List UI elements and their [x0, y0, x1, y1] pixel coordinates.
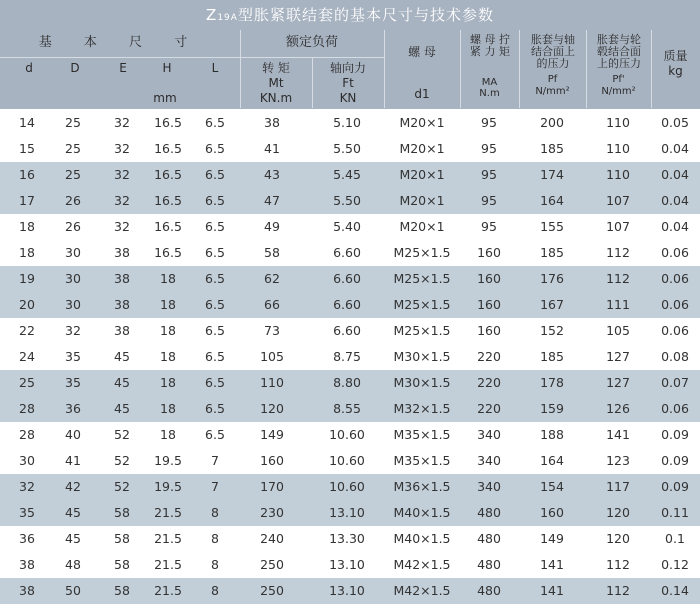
table-cell: 16.5 — [154, 219, 182, 234]
table-row — [0, 136, 700, 162]
table-cell: 160 — [477, 245, 501, 260]
header-tighten-symbol: MA — [481, 77, 498, 88]
table-cell: 480 — [477, 505, 501, 520]
table-cell: 6.5 — [205, 323, 225, 338]
table-cell: 95 — [481, 219, 497, 234]
table-cell: 38 — [264, 115, 280, 130]
table-cell: 95 — [481, 193, 497, 208]
table-cell: 160 — [477, 297, 501, 312]
table-cell: 154 — [540, 479, 564, 494]
header-shaft-pressure-label: 胀套与轴 结合面上 的压力 — [531, 33, 575, 70]
table-cell: 160 — [477, 271, 501, 286]
table-cell: 95 — [481, 115, 497, 130]
header-unit-mm: mm — [153, 91, 177, 105]
table-cell: 8.75 — [333, 349, 361, 364]
header-H: H — [162, 61, 172, 75]
table-cell: 32 — [114, 219, 130, 234]
table-cell: 185 — [540, 141, 564, 156]
table-cell: 16.5 — [154, 141, 182, 156]
table-cell: 52 — [114, 453, 130, 468]
table-cell: 62 — [264, 271, 280, 286]
table-cell: 18 — [160, 349, 176, 364]
table-cell: 45 — [114, 349, 130, 364]
table-row — [0, 110, 700, 136]
table-cell: 170 — [260, 479, 284, 494]
header-mass-unit: kg — [668, 64, 683, 78]
table-cell: 185 — [540, 245, 564, 260]
table-cell: 30 — [65, 297, 81, 312]
table-cell: 38 — [114, 323, 130, 338]
table-cell: 340 — [477, 427, 501, 442]
table-cell: 21.5 — [154, 583, 182, 598]
table-cell: 8 — [211, 557, 219, 572]
table-cell: M40×1.5 — [393, 531, 451, 546]
table-cell: 35 — [19, 505, 35, 520]
table-cell: 18 — [160, 375, 176, 390]
table-cell: 45 — [114, 401, 130, 416]
table-cell: 95 — [481, 167, 497, 182]
table-cell: 120 — [606, 505, 630, 520]
table-cell: 35 — [65, 349, 81, 364]
table-cell: 105 — [260, 349, 284, 364]
table-cell: 112 — [606, 583, 630, 598]
table-cell: 16.5 — [154, 245, 182, 260]
table-cell: 18 — [19, 219, 35, 234]
header-hub-pressure-symbol: Pf' — [612, 74, 625, 85]
table-cell: M42×1.5 — [393, 557, 451, 572]
table-cell: 160 — [540, 505, 564, 520]
table-cell: M25×1.5 — [393, 297, 451, 312]
table-title — [0, 0, 700, 30]
table-cell: 13.10 — [329, 557, 365, 572]
header-torque-label: 转 矩 — [262, 61, 290, 75]
header-shaft-pressure-symbol: Pf — [547, 74, 558, 85]
table-cell: 6.60 — [333, 271, 361, 286]
table-cell: 120 — [260, 401, 284, 416]
table-row — [0, 266, 700, 292]
table-row — [0, 162, 700, 188]
table-cell: 28 — [19, 427, 35, 442]
table-cell: 127 — [606, 375, 630, 390]
table-cell: 112 — [606, 245, 630, 260]
table-cell: 52 — [114, 427, 130, 442]
table-cell: 111 — [606, 297, 630, 312]
table-cell: 0.06 — [661, 271, 689, 286]
table-cell: 0.09 — [661, 479, 689, 494]
table-cell: 120 — [606, 531, 630, 546]
header-basic-dimensions: 基 本 尺 寸 — [38, 35, 202, 50]
table-cell: 8 — [211, 505, 219, 520]
table-cell: M40×1.5 — [393, 505, 451, 520]
table-cell: 6.5 — [205, 375, 225, 390]
table-cell: 21.5 — [154, 505, 182, 520]
table-cell: 25 — [65, 141, 81, 156]
table-cell: 160 — [477, 323, 501, 338]
table-cell: 17 — [19, 193, 35, 208]
header-shaft-pressure-unit: N/mm² — [535, 86, 570, 97]
table-cell: 0.04 — [661, 141, 689, 156]
table-cell: 164 — [540, 453, 564, 468]
table-cell: 6.5 — [205, 115, 225, 130]
table-cell: 127 — [606, 349, 630, 364]
table-cell: 110 — [606, 141, 630, 156]
table-cell: M35×1.5 — [393, 453, 451, 468]
table-cell: 200 — [540, 115, 564, 130]
table-row — [0, 292, 700, 318]
table-cell: 38 — [19, 583, 35, 598]
table-cell: 25 — [65, 167, 81, 182]
table-cell: M42×1.5 — [393, 583, 451, 598]
title-subscript: 19A — [217, 13, 238, 23]
table-cell: 52 — [114, 479, 130, 494]
table-cell: M36×1.5 — [393, 479, 451, 494]
table-cell: 21.5 — [154, 557, 182, 572]
table-cell: 0.14 — [661, 583, 689, 598]
table-cell: 6.5 — [205, 141, 225, 156]
table-cell: 58 — [114, 583, 130, 598]
table-cell: 6.5 — [205, 349, 225, 364]
table-cell: 14 — [19, 115, 35, 130]
table-cell: 7 — [211, 453, 219, 468]
table-cell: 0.06 — [661, 323, 689, 338]
header-torque-unit: KN.m — [259, 91, 293, 105]
table-cell: 16 — [19, 167, 35, 182]
table-cell: M32×1.5 — [393, 401, 451, 416]
table-cell: 160 — [260, 453, 284, 468]
table-cell: 32 — [114, 167, 130, 182]
table-cell: 6.5 — [205, 193, 225, 208]
table-cell: 30 — [19, 453, 35, 468]
table-cell: M20×1 — [399, 141, 445, 156]
table-row — [0, 214, 700, 240]
table-cell: 32 — [114, 141, 130, 156]
table-cell: 340 — [477, 479, 501, 494]
table-cell: 58 — [114, 505, 130, 520]
table-cell: 0.04 — [661, 167, 689, 182]
table-cell: 45 — [65, 531, 81, 546]
table-cell: 174 — [540, 167, 564, 182]
table-cell: 10.60 — [329, 479, 365, 494]
table-cell: 43 — [264, 167, 280, 182]
table-cell: 0.07 — [661, 375, 689, 390]
table-cell: 155 — [540, 219, 564, 234]
table-cell: 112 — [606, 271, 630, 286]
table-cell: 30 — [65, 271, 81, 286]
table-cell: 6.5 — [205, 297, 225, 312]
table-cell: 110 — [606, 115, 630, 130]
table-cell: 45 — [114, 375, 130, 390]
table-cell: 0.12 — [661, 557, 689, 572]
table-cell: 0.06 — [661, 297, 689, 312]
table-cell: 105 — [606, 323, 630, 338]
table-cell: M20×1 — [399, 167, 445, 182]
header-tighten-label: 螺 母 拧 紧 力 矩 — [470, 33, 510, 58]
table-cell: 178 — [540, 375, 564, 390]
table-cell: 6.5 — [205, 271, 225, 286]
table-cell: 38 — [114, 245, 130, 260]
header-rated-load: 额定负荷 — [285, 35, 338, 50]
table-cell: 13.10 — [329, 505, 365, 520]
table-cell: 6.5 — [205, 219, 225, 234]
table-cell: 18 — [160, 271, 176, 286]
table-cell: 480 — [477, 583, 501, 598]
table-row — [0, 474, 700, 500]
header-axial-unit: KN — [339, 91, 357, 105]
table-cell: M25×1.5 — [393, 323, 451, 338]
table-cell: 32 — [65, 323, 81, 338]
table-cell: 58 — [264, 245, 280, 260]
table-cell: 38 — [114, 271, 130, 286]
table-cell: 0.04 — [661, 219, 689, 234]
table-cell: 6.5 — [205, 167, 225, 182]
table-cell: 141 — [540, 583, 564, 598]
table-row — [0, 240, 700, 266]
table-row — [0, 448, 700, 474]
table-cell: 15 — [19, 141, 35, 156]
table-cell: 13.10 — [329, 583, 365, 598]
table-cell: 50 — [65, 583, 81, 598]
header-D: D — [70, 61, 80, 75]
table-cell: M20×1 — [399, 193, 445, 208]
header-torque-symbol: Mt — [268, 76, 284, 90]
table-cell: 0.09 — [661, 453, 689, 468]
table-cell: 18 — [19, 245, 35, 260]
table-cell: 167 — [540, 297, 564, 312]
table-cell: 110 — [260, 375, 284, 390]
table-cell: 42 — [65, 479, 81, 494]
table-cell: 32 — [19, 479, 35, 494]
table-cell: 47 — [264, 193, 280, 208]
table-cell: 25 — [65, 115, 81, 130]
table-cell: 28 — [19, 401, 35, 416]
table-cell: 22 — [19, 323, 35, 338]
header-d: d — [25, 61, 33, 75]
table-cell: 48 — [65, 557, 81, 572]
header-hub-pressure-label: 胀套与轮 毂结合面 上的压力 — [597, 33, 641, 70]
table-cell: 107 — [606, 219, 630, 234]
table-cell: 6.5 — [205, 245, 225, 260]
table-row — [0, 188, 700, 214]
table-row — [0, 396, 700, 422]
table-cell: 250 — [260, 583, 284, 598]
table-cell: M30×1.5 — [393, 375, 451, 390]
table-row — [0, 422, 700, 448]
table-cell: 26 — [65, 219, 81, 234]
table-cell: 38 — [114, 297, 130, 312]
table-cell: 19.5 — [154, 453, 182, 468]
table-cell: 141 — [606, 427, 630, 442]
table-row — [0, 344, 700, 370]
table-cell: 185 — [540, 349, 564, 364]
table-cell: 18 — [160, 323, 176, 338]
table-cell: 5.40 — [333, 219, 361, 234]
table-cell: 107 — [606, 193, 630, 208]
table-cell: 8 — [211, 583, 219, 598]
table-cell: 19.5 — [154, 479, 182, 494]
table-cell: 40 — [65, 427, 81, 442]
table-cell: 10.60 — [329, 427, 365, 442]
table-cell: 176 — [540, 271, 564, 286]
table-cell: 58 — [114, 531, 130, 546]
table-cell: 41 — [65, 453, 81, 468]
table-cell: 41 — [264, 141, 280, 156]
table-cell: 0.11 — [661, 505, 689, 520]
header-hub-pressure-unit: N/mm² — [601, 86, 636, 97]
table-cell: 220 — [477, 349, 501, 364]
table-cell: 8 — [211, 531, 219, 546]
table-row — [0, 526, 700, 552]
table-cell: M30×1.5 — [393, 349, 451, 364]
table-cell: 0.08 — [661, 349, 689, 364]
table-cell: 152 — [540, 323, 564, 338]
table-cell: 141 — [540, 557, 564, 572]
table-cell: 220 — [477, 401, 501, 416]
table-cell: 25 — [19, 375, 35, 390]
table-cell: 6.60 — [333, 245, 361, 260]
header-axial-label: 轴向力 — [329, 61, 366, 75]
table-cell: 16.5 — [154, 115, 182, 130]
table-cell: 220 — [477, 375, 501, 390]
table-cell: 240 — [260, 531, 284, 546]
header-nut-label: 螺 母 — [408, 45, 436, 59]
table-cell: 149 — [540, 531, 564, 546]
table-cell: 159 — [540, 401, 564, 416]
table-cell: 16.5 — [154, 167, 182, 182]
table-cell: M20×1 — [399, 219, 445, 234]
table-cell: 0.06 — [661, 245, 689, 260]
table-cell: 45 — [65, 505, 81, 520]
table-cell: 0.06 — [661, 401, 689, 416]
table-cell: 13.30 — [329, 531, 365, 546]
header-mass-label: 质量 — [663, 49, 688, 63]
table-row — [0, 500, 700, 526]
header-tighten-unit: N.m — [479, 88, 500, 99]
table-cell: 18 — [160, 427, 176, 442]
table-cell: 110 — [606, 167, 630, 182]
table-row — [0, 318, 700, 344]
table-cell: 8.80 — [333, 375, 361, 390]
table-cell: 340 — [477, 453, 501, 468]
table-row — [0, 552, 700, 578]
title-text: 型胀紧联结套的基本尺寸与技术参数 — [237, 6, 494, 24]
table-cell: 38 — [19, 557, 35, 572]
table-cell: M20×1 — [399, 115, 445, 130]
header-nut-symbol: d1 — [414, 87, 430, 101]
table-cell: 21.5 — [154, 531, 182, 546]
header-E: E — [119, 61, 127, 75]
table-cell: M35×1.5 — [393, 427, 451, 442]
table-cell: 8.55 — [333, 401, 361, 416]
table-cell: 6.60 — [333, 323, 361, 338]
table-row — [0, 370, 700, 396]
table-cell: 58 — [114, 557, 130, 572]
table-cell: 480 — [477, 531, 501, 546]
table-cell: 0.04 — [661, 193, 689, 208]
table-cell: 19 — [19, 271, 35, 286]
table-cell: M25×1.5 — [393, 245, 451, 260]
table-cell: 480 — [477, 557, 501, 572]
table-cell: 73 — [264, 323, 280, 338]
table-cell: 6.5 — [205, 401, 225, 416]
table-cell: 30 — [65, 245, 81, 260]
header-rule — [0, 57, 384, 58]
table-cell: 35 — [65, 375, 81, 390]
table-cell: 149 — [260, 427, 284, 442]
table-cell: 117 — [606, 479, 630, 494]
table-cell: 95 — [481, 141, 497, 156]
header-axial-symbol: Ft — [342, 76, 354, 90]
table-cell: 188 — [540, 427, 564, 442]
table-cell: 112 — [606, 557, 630, 572]
table-cell: 250 — [260, 557, 284, 572]
title-prefix: Z — [206, 6, 218, 24]
table-row — [0, 578, 700, 604]
table-cell: 0.1 — [665, 531, 685, 546]
table-cell: 24 — [19, 349, 35, 364]
table-cell: 26 — [65, 193, 81, 208]
header-L: L — [211, 61, 219, 75]
table-cell: 5.50 — [333, 193, 361, 208]
table-cell: 164 — [540, 193, 564, 208]
table-cell: 0.05 — [661, 115, 689, 130]
table-cell: 5.50 — [333, 141, 361, 156]
table-cell: 36 — [65, 401, 81, 416]
table-cell: 49 — [264, 219, 280, 234]
table-cell: 5.45 — [333, 167, 361, 182]
table-cell: 32 — [114, 193, 130, 208]
table-cell: 66 — [264, 297, 280, 312]
table-cell: 10.60 — [329, 453, 365, 468]
table-cell: 6.60 — [333, 297, 361, 312]
table-cell: 123 — [606, 453, 630, 468]
table-cell: 5.10 — [333, 115, 361, 130]
table-cell: M25×1.5 — [393, 271, 451, 286]
table-cell: 18 — [160, 297, 176, 312]
table-cell: 36 — [19, 531, 35, 546]
table-cell: 20 — [19, 297, 35, 312]
table-cell: 32 — [114, 115, 130, 130]
table-cell: 7 — [211, 479, 219, 494]
table-cell: 6.5 — [205, 427, 225, 442]
table-cell: 18 — [160, 401, 176, 416]
table-cell: 16.5 — [154, 193, 182, 208]
table-cell: 126 — [606, 401, 630, 416]
table-cell: 0.09 — [661, 427, 689, 442]
table-cell: 230 — [260, 505, 284, 520]
